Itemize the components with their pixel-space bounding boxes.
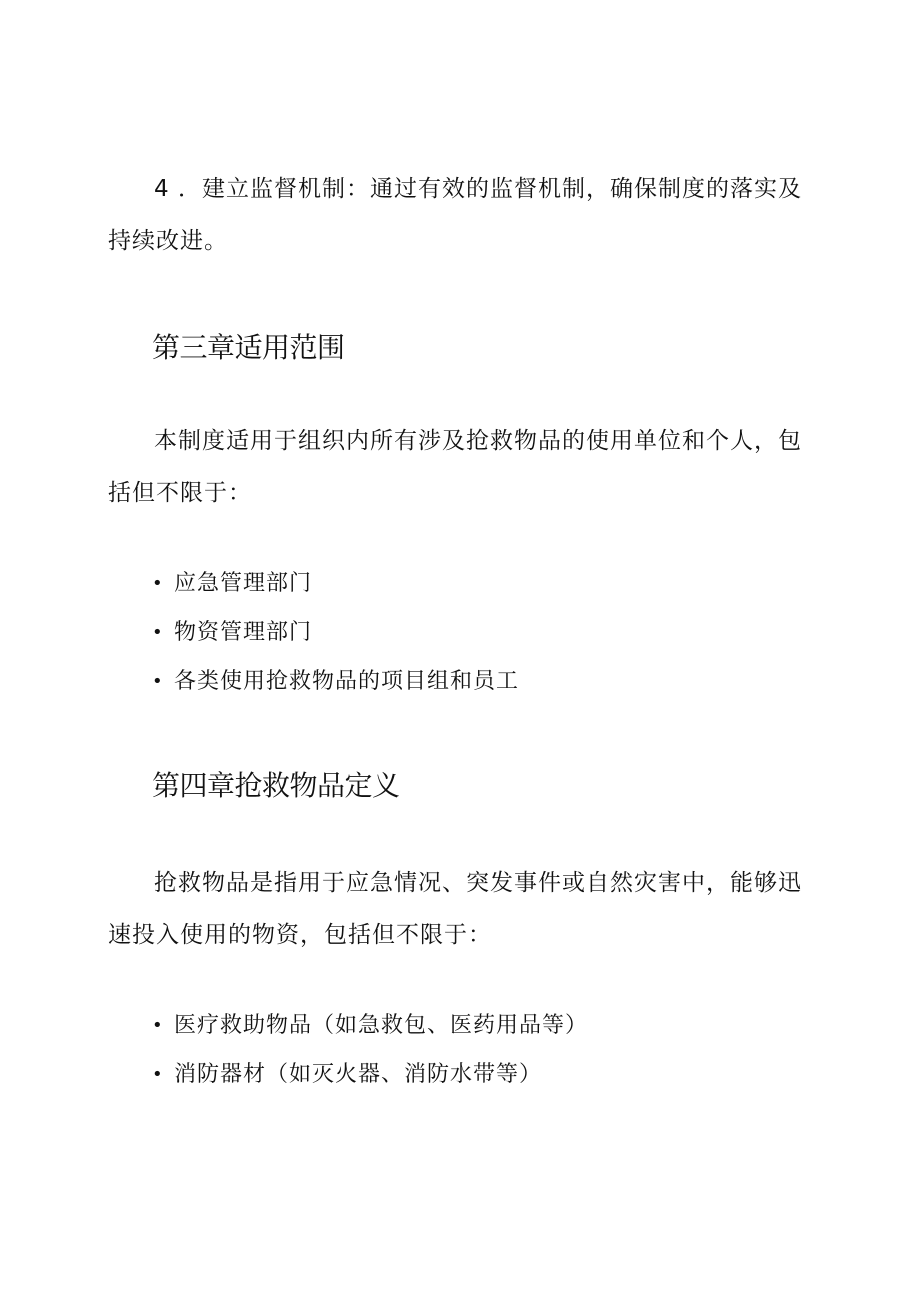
bullet-icon: • — [152, 671, 164, 692]
scope-paragraph: 本制度适用于组织内所有涉及抢救物品的使用单位和个人，包括但不限于： — [108, 428, 802, 506]
list-item-text: 应急管理部门 — [174, 571, 313, 596]
list-item-text: 各类使用抢救物品的项目组和员工 — [174, 669, 520, 694]
bullet-icon: • — [152, 573, 164, 594]
bullet-icon: • — [152, 1015, 164, 1036]
bullet-icon: • — [152, 622, 164, 643]
list-item-text: 医疗救助物品（如急救包、医药用品等） — [174, 1013, 589, 1038]
list-item — [152, 1012, 588, 1061]
chapter-4-heading: 第四章抢救物品定义 — [152, 769, 400, 802]
bullet-icon: • — [152, 1064, 164, 1085]
supervision-item: 4 ．建立监督机制：通过有效的监督机制，确保制度的落实及持续改进。 — [108, 176, 802, 254]
list-item-text: 消防器材（如灭火器、消防水带等） — [174, 1062, 543, 1087]
list-item — [152, 668, 519, 717]
list-item — [152, 619, 519, 668]
scope-bullet-list — [152, 570, 519, 717]
list-item-text: 物资管理部门 — [174, 620, 313, 645]
chapter-3-heading: 第三章适用范围 — [152, 331, 345, 364]
definition-paragraph: 抢救物品是指用于应急情况、突发事件或自然灾害中，能够迅速投入使用的物资，包括但不限于： — [108, 870, 802, 948]
definition-bullet-list — [152, 1012, 588, 1110]
list-item — [152, 1061, 588, 1110]
list-item — [152, 570, 519, 619]
